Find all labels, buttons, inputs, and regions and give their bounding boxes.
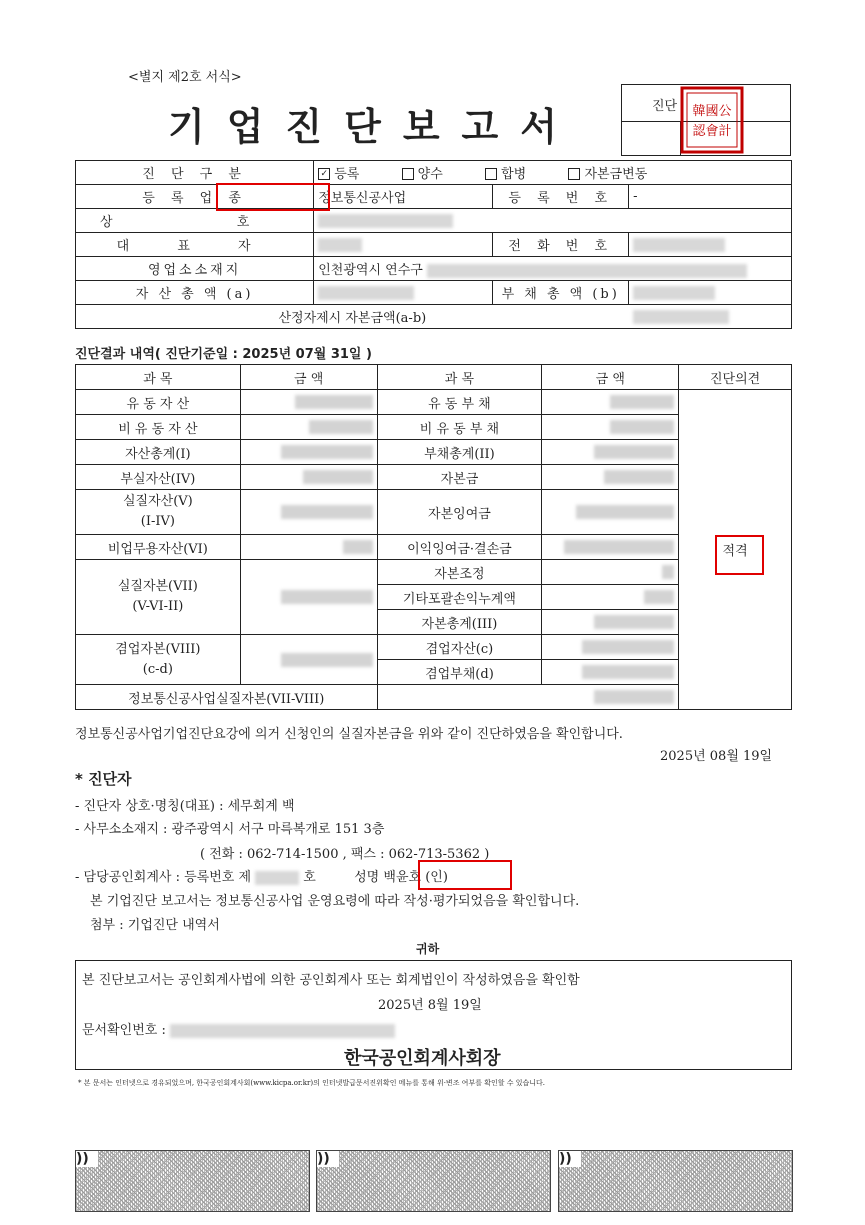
confirm-text: 정보통신공사업기업진단요강에 의거 신청인의 실질자본금을 위와 같이 진단하였음을 확인합니다.: [75, 727, 623, 742]
row-current-assets: 유 동 자 산: [76, 390, 241, 415]
row-current-liabilities: 유 동 부 채: [377, 390, 542, 415]
option-transfer[interactable]: 양수: [402, 167, 443, 182]
highlight-cpa-name: [418, 860, 512, 890]
assets-label: 자 산 총 액 (a): [76, 281, 314, 305]
barcode-3: [558, 1150, 793, 1212]
row-retained-earnings: 이익잉여금·결손금: [377, 535, 542, 560]
phone-value: [629, 233, 792, 257]
reg-no-label: 등 록 번 호: [493, 185, 629, 209]
seal-box-label: 진단: [652, 99, 678, 114]
doc-no: 문서확인번호 :: [82, 1019, 395, 1038]
barcode-mark-icon: )): [76, 1151, 98, 1167]
row-side-assets: 겸업자산(c): [377, 635, 542, 660]
diagnoser-line4: - 담당공인회계사 : 등록번호 제 호 성명 백윤호 (인): [75, 870, 448, 885]
diagnoser-heading: * 진단자: [75, 770, 132, 788]
row-real-capital: 실질자본(VII) (V-VI-II): [76, 560, 241, 635]
row-capital-stock: 자본금: [377, 465, 542, 490]
kicpa-signature: 한국공인회계사회장: [344, 1048, 501, 1069]
kicpa-statement: 본 진단보고서는 공인회계사법에 의한 공인회계사 또는 회계법인이 작성하였음을 확인함: [82, 973, 580, 988]
liab-label: 부 채 총 액 (b): [493, 281, 629, 305]
rep-label: 대 표 자: [76, 233, 314, 257]
row-total-assets: 자산총계(I): [76, 440, 241, 465]
row-capital-adjustment: 자본조정: [377, 560, 542, 585]
header-opinion: 진단의견: [679, 365, 792, 390]
form-number: <별지 제2호 서식>: [128, 70, 242, 85]
phone-label: 전 화 번 호: [493, 233, 629, 257]
official-seal-icon: [679, 85, 745, 155]
barcode-mark-icon: )): [559, 1151, 581, 1167]
cpa-name: 백윤호 (인): [383, 870, 448, 885]
result-section-title: 진단결과 내역( 진단기준일 : 2025년 07월 31일 ): [75, 347, 372, 362]
checkbox-icon: [568, 168, 580, 180]
address-label: 영업소소재지: [76, 257, 314, 281]
capital-label: 산정자제시 자본금액(a-b): [76, 305, 629, 329]
kicpa-date: 2025년 8월 19일: [378, 998, 482, 1013]
row-nonbusiness-assets: 비업무용자산(VI): [76, 535, 241, 560]
diagnoser-line6: 첨부 : 기업진단 내역서: [90, 918, 220, 933]
row-total-liabilities: 부채총계(II): [377, 440, 542, 465]
footer-note: * 본 문서는 인터넷으로 경유되었으며, 한국공인회계사회(www.kicpa.or.kr)의 인터넷발급문서진위확인 메뉴를 통해 위·변조 여부를 확인할 수 있습니다.: [78, 1079, 545, 1087]
header-item-2: 과 목: [377, 365, 542, 390]
assets-value: [314, 281, 493, 305]
header-amount-2: 금 액: [542, 365, 679, 390]
rep-value: [314, 233, 493, 257]
option-merger[interactable]: 합병: [485, 167, 526, 182]
svg-text:韓國公: 韓國公: [692, 104, 732, 119]
opinion-value: 적격: [722, 544, 748, 559]
address-value: 인천광역시 연수구: [314, 257, 792, 281]
header-amount-1: 금 액: [240, 365, 377, 390]
barcode-1: [75, 1150, 310, 1212]
document-title: 기업진단보고서: [168, 104, 579, 149]
barcode-mark-icon: )): [317, 1151, 339, 1167]
checkbox-icon: [485, 168, 497, 180]
business-type-label: 등 록 업 종: [76, 185, 314, 209]
company-label: 상 호: [76, 209, 314, 233]
option-capital-change[interactable]: 자본금변동: [568, 167, 647, 182]
diagnoser-line1: - 진단자 상호·명칭(대표) : 세무회계 백: [75, 799, 295, 814]
barcode-2: [316, 1150, 551, 1212]
company-value: [314, 209, 792, 233]
header-item-1: 과 목: [76, 365, 241, 390]
row-telecom-real-capital: 정보통신공사업실질자본(VII-VIII): [76, 685, 378, 710]
row-real-assets: 실질자산(V) (I-IV): [76, 490, 241, 535]
row-aoci: 기타포괄손익누계액: [377, 585, 542, 610]
business-type-value: 정보통신공사업: [314, 185, 493, 209]
option-register[interactable]: ✓ 등록: [318, 167, 359, 182]
capital-value: [629, 305, 792, 329]
diagnosis-type-label: 진 단 구 분: [76, 161, 314, 185]
diagnosis-type-options: [314, 161, 792, 185]
diagnoser-line3: ( 전화 : 062-714-1500 , 팩스 : 062-713-5362 ): [200, 847, 490, 862]
highlight-opinion: [715, 535, 764, 575]
row-side-business-capital: 겸업자본(VIII) (c-d): [76, 635, 241, 685]
addressee: 귀하: [416, 942, 440, 956]
svg-text:認會計: 認會計: [692, 124, 732, 139]
liab-value: [629, 281, 792, 305]
row-side-liabilities: 겸업부채(d): [377, 660, 542, 685]
kicpa-confirmation-box: [75, 960, 792, 1070]
row-capital-surplus: 자본잉여금: [377, 490, 542, 535]
row-noncurrent-assets: 비 유 동 자 산: [76, 415, 241, 440]
result-table: [75, 364, 792, 710]
reg-no-value: -: [629, 185, 792, 209]
row-bad-assets: 부실자산(IV): [76, 465, 241, 490]
checkbox-icon: [402, 168, 414, 180]
diagnoser-line5: 본 기업진단 보고서는 정보통신공사업 운영요령에 따라 작성·평가되었음을 확인합니다.: [90, 894, 580, 909]
checked-box-icon: ✓: [318, 168, 330, 180]
diagnoser-line2: - 사무소소재지 : 광주광역시 서구 마륵복개로 151 3층: [75, 822, 385, 837]
row-noncurrent-liabilities: 비 유 동 부 채: [377, 415, 542, 440]
confirm-date: 2025년 08월 19일: [660, 749, 773, 764]
row-total-equity: 자본총계(III): [377, 610, 542, 635]
info-table: [75, 160, 792, 329]
highlight-business-type: [216, 183, 330, 211]
